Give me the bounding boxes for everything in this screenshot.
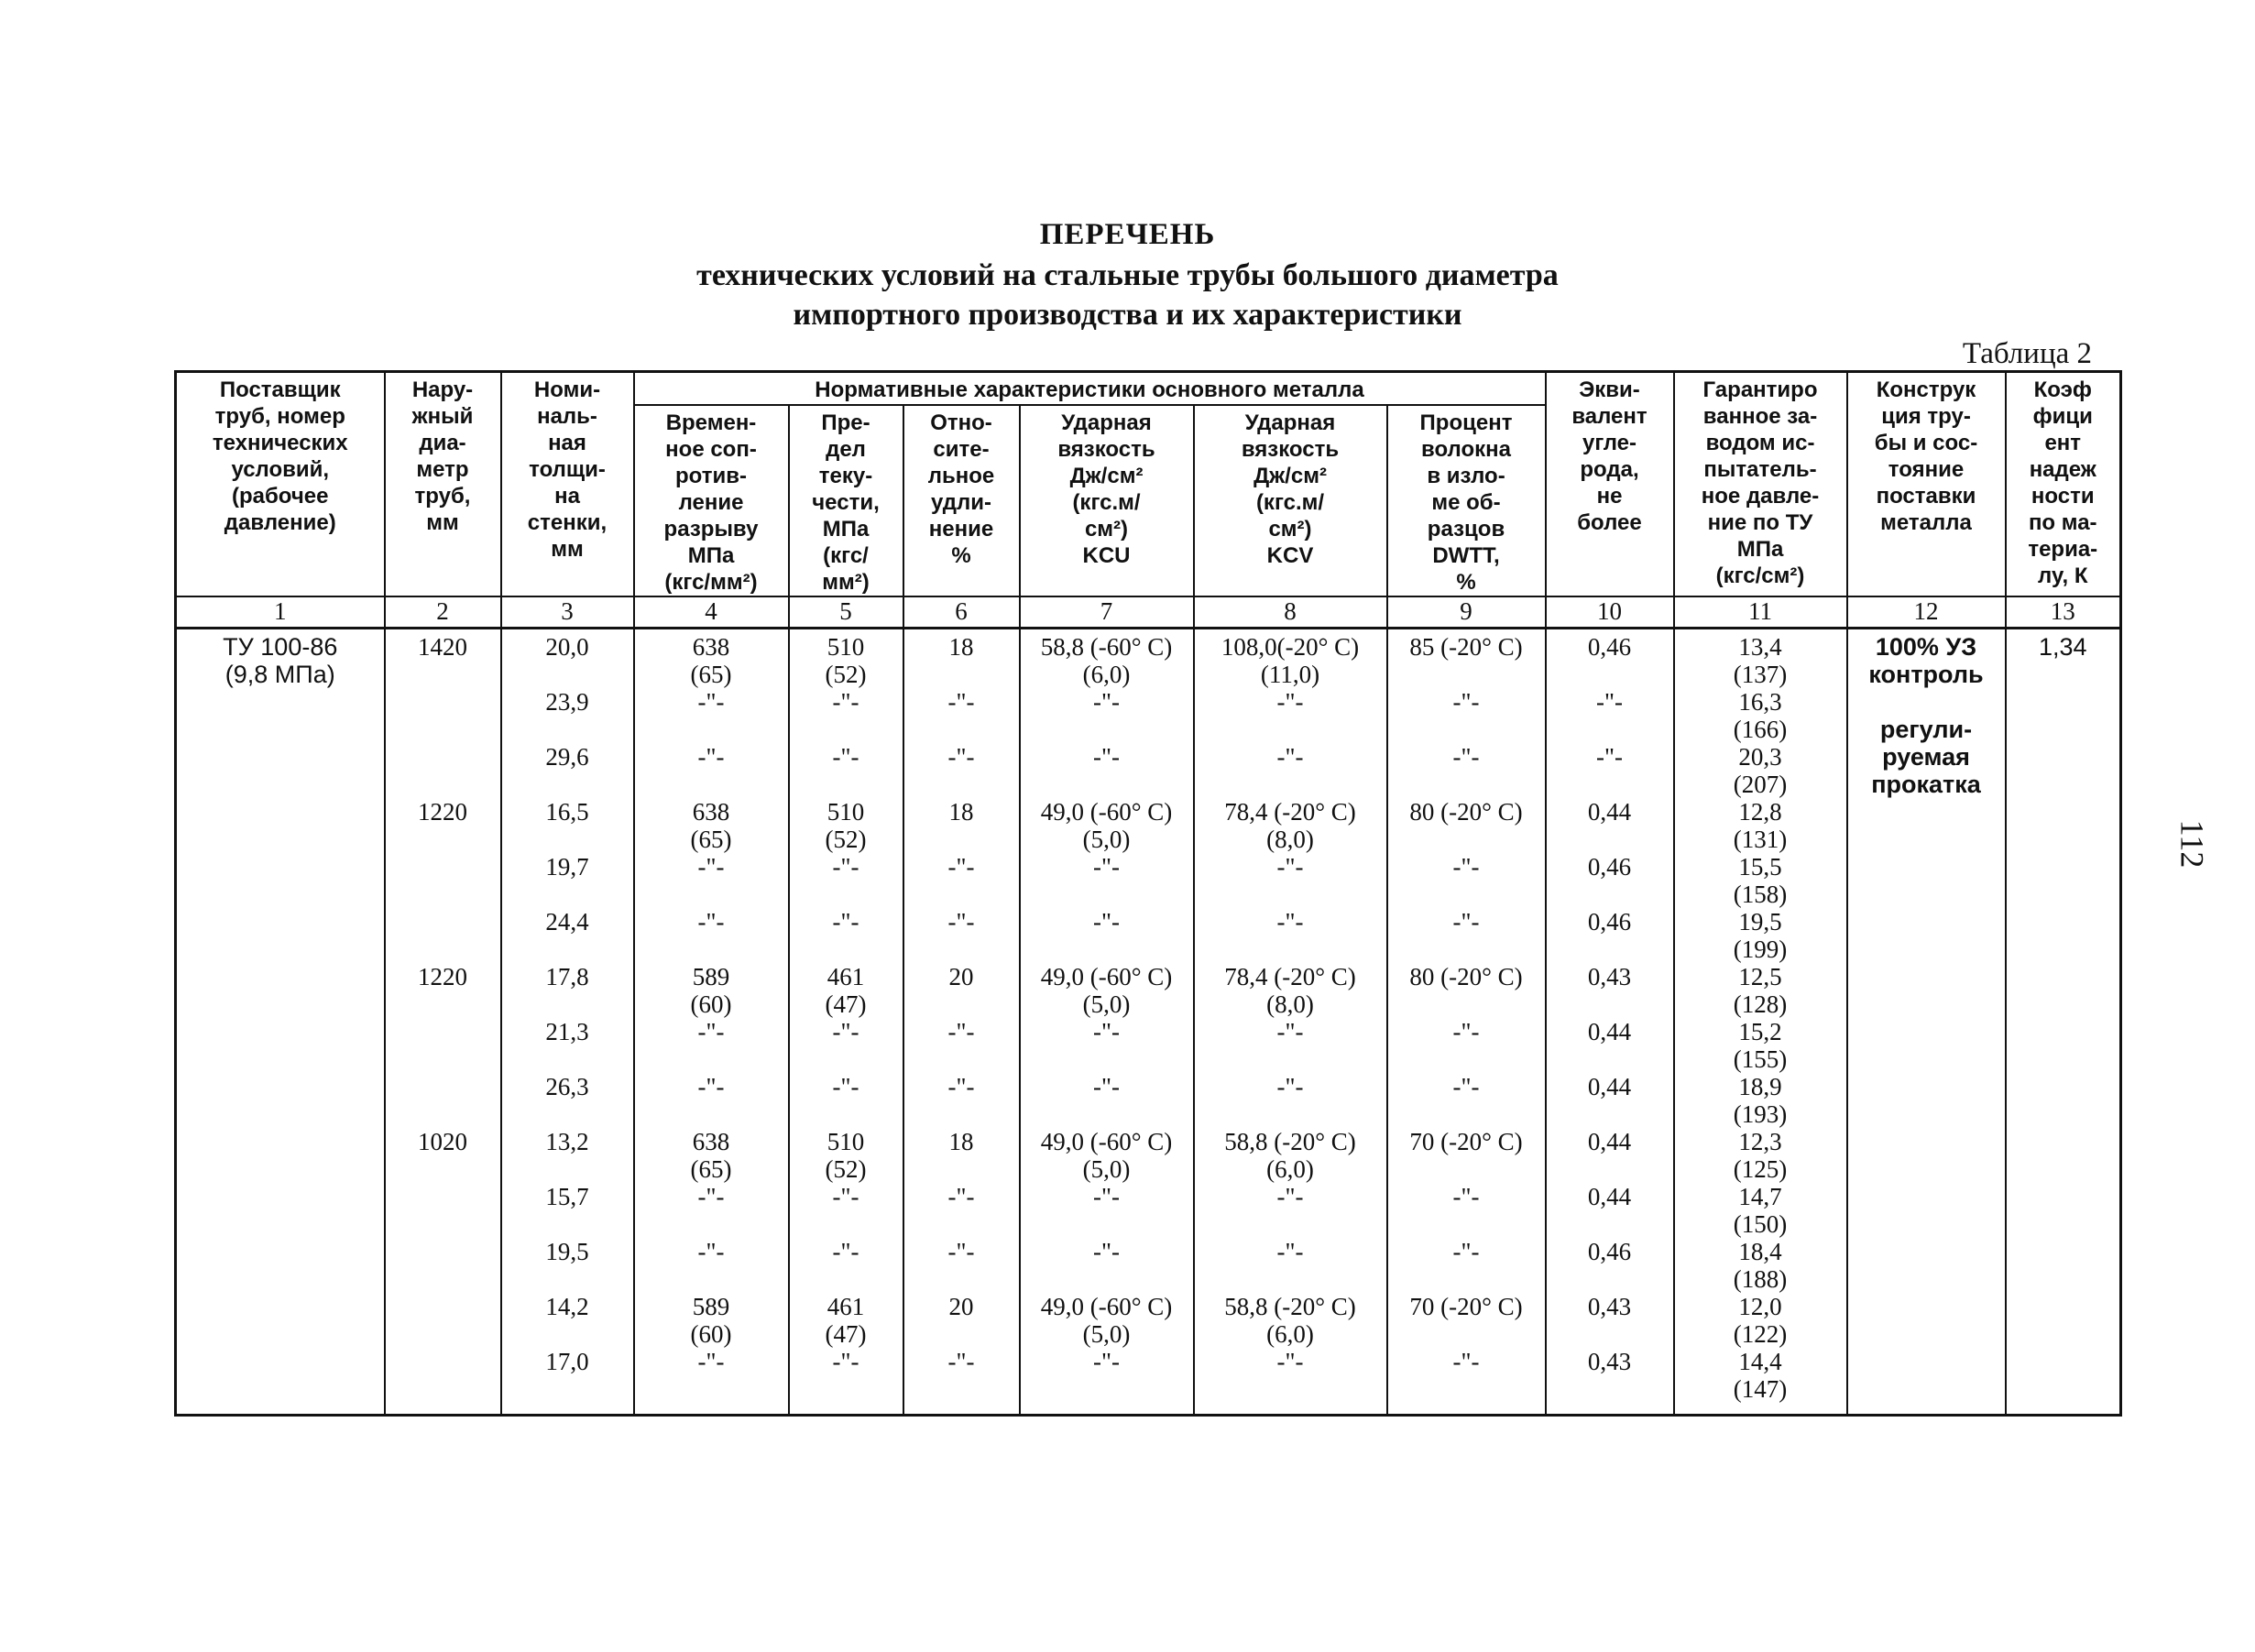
cell-line: -"- <box>1276 688 1304 716</box>
cell-line: (193) <box>1733 1100 1788 1128</box>
carbon-equivalent-cell: 0,46 <box>1546 1238 1674 1293</box>
impact-kcu-cell <box>1020 1128 1194 1183</box>
dwtt-cell: -"- <box>1387 688 1546 743</box>
table-row <box>176 1128 2121 1183</box>
yield-strength-cell <box>789 743 903 798</box>
cell-line: -"- <box>832 1183 859 1210</box>
document-subtitle-line-1: технических условий на стальные трубы большого диаметра <box>696 258 1559 292</box>
cell-line: (155) <box>1733 1045 1788 1073</box>
cell-line: (131) <box>1733 826 1788 853</box>
dwtt-cell: -"- <box>1387 853 1546 908</box>
cell-line: 14,4 <box>1738 1348 1782 1375</box>
yield-strength-cell <box>789 688 903 743</box>
table-row <box>176 1018 2121 1073</box>
cell-line: (47) <box>825 990 867 1018</box>
outer-diameter-cell: 1220 <box>385 963 501 1018</box>
table-row <box>176 629 2121 689</box>
dwtt-cell: -"- <box>1387 1238 1546 1293</box>
cell-line: 49,0 (-60° С) <box>1040 963 1173 990</box>
cell-line: 589 <box>692 963 730 990</box>
column-number: 5 <box>789 596 903 629</box>
carbon-equivalent-cell: 0,43 <box>1546 1348 1674 1416</box>
cell-line: 12,8 <box>1738 798 1782 826</box>
cell-line: 461 <box>826 963 865 990</box>
cell-line: 13,4 <box>1738 633 1782 661</box>
cell-line: (166) <box>1733 716 1788 743</box>
elongation-cell: -"- <box>903 688 1020 743</box>
table-row <box>176 853 2121 908</box>
impact-kcu-cell <box>1020 1018 1194 1073</box>
outer-diameter-cell: 1020 <box>385 1128 501 1183</box>
impact-kcv-cell <box>1194 798 1387 853</box>
test-pressure-cell <box>1674 743 1847 798</box>
impact-kcv-cell <box>1194 1073 1387 1128</box>
table-row <box>176 743 2121 798</box>
cell-line: 49,0 (-60° С) <box>1040 1128 1173 1155</box>
cell-line: 18,9 <box>1738 1073 1782 1100</box>
tensile-strength-cell <box>634 1183 789 1238</box>
outer-diameter-cell: 1420 <box>385 629 501 689</box>
wall-thickness-cell: 16,5 <box>501 798 634 853</box>
cell-line: -"- <box>697 1238 725 1265</box>
wall-thickness-cell: 26,3 <box>501 1073 634 1128</box>
impact-kcu-cell <box>1020 1348 1194 1416</box>
test-pressure-cell <box>1674 1293 1847 1348</box>
header-wall-thickness: Номи- наль- ная толщи- на стенки, мм <box>501 372 634 597</box>
cell-line: (6,0) <box>1266 1320 1314 1348</box>
cell-line: -"- <box>1092 1348 1120 1375</box>
test-pressure-cell <box>1674 1238 1847 1293</box>
column-number: 8 <box>1194 596 1387 629</box>
test-pressure-cell <box>1674 1128 1847 1183</box>
dwtt-cell: -"- <box>1387 1073 1546 1128</box>
wall-thickness-cell: 19,7 <box>501 853 634 908</box>
cell-line: 14,7 <box>1738 1183 1782 1210</box>
carbon-equivalent-cell: 0,44 <box>1546 1183 1674 1238</box>
carbon-equivalent-cell: 0,46 <box>1546 629 1674 689</box>
cell-line: 12,5 <box>1738 963 1782 990</box>
cell-line: -"- <box>832 688 859 716</box>
cell-line: -"- <box>697 1073 725 1100</box>
column-number: 9 <box>1387 596 1546 629</box>
wall-thickness-cell: 21,3 <box>501 1018 634 1073</box>
document-title: ПЕРЕЧЕНЬ <box>1039 218 1216 251</box>
dwtt-cell: 80 (-20° С) <box>1387 798 1546 853</box>
cell-line: -"- <box>1092 1073 1120 1100</box>
table-row <box>176 798 2121 853</box>
impact-kcu-cell <box>1020 629 1194 689</box>
elongation-cell: -"- <box>903 908 1020 963</box>
carbon-equivalent-cell: 0,44 <box>1546 1018 1674 1073</box>
elongation-cell: 20 <box>903 1293 1020 1348</box>
table-row <box>176 1183 2121 1238</box>
wall-thickness-cell: 17,8 <box>501 963 634 1018</box>
header-tensile-strength: Времен- ное соп- ротив- ление разрыву МПа (кгс/мм²) <box>634 405 789 596</box>
yield-strength-cell <box>789 1018 903 1073</box>
cell-line: 78,4 (-20° С) <box>1224 798 1356 826</box>
cell-line: -"- <box>1092 908 1120 935</box>
cell-line: 16,3 <box>1738 688 1782 716</box>
header-dwtt: Процент волокна в изло- ме об- разцов DWTT, % <box>1387 405 1546 596</box>
cell-line: (150) <box>1733 1210 1788 1238</box>
header-outer-diameter: Нару- жный диа- метр труб, мм <box>385 372 501 597</box>
cell-line: -"- <box>832 853 859 881</box>
header-supplier: Поставщик труб, номер технических условий, (рабочее давление) <box>176 372 385 597</box>
header-base-metal-group: Нормативные характеристики основного металла <box>634 372 1546 406</box>
outer-diameter-cell <box>385 688 501 743</box>
carbon-equivalent-cell: 0,44 <box>1546 1128 1674 1183</box>
impact-kcv-cell <box>1194 629 1387 689</box>
supplier-cell: ТУ 100-86 (9,8 МПа) <box>176 629 385 1416</box>
impact-kcu-cell <box>1020 1238 1194 1293</box>
cell-line: -"- <box>697 853 725 881</box>
construction-cell: 100% УЗ контроль регули- руемая прокатка <box>1847 629 2006 1416</box>
cell-line: (60) <box>690 1320 732 1348</box>
cell-line: (5,0) <box>1082 1155 1131 1183</box>
column-number: 4 <box>634 596 789 629</box>
column-number: 12 <box>1847 596 2006 629</box>
outer-diameter-cell <box>385 1183 501 1238</box>
column-number-row <box>176 596 2121 629</box>
dwtt-cell: -"- <box>1387 1018 1546 1073</box>
cell-line: (6,0) <box>1082 661 1131 688</box>
cell-line: 108,0(-20° С) <box>1221 633 1360 661</box>
elongation-cell: -"- <box>903 1238 1020 1293</box>
cell-line: 19,5 <box>1738 908 1782 935</box>
wall-thickness-cell: 23,9 <box>501 688 634 743</box>
yield-strength-cell <box>789 1073 903 1128</box>
wall-thickness-cell: 29,6 <box>501 743 634 798</box>
carbon-equivalent-cell: 0,43 <box>1546 1293 1674 1348</box>
header-elongation: Отно- сите- льное удли- нение % <box>903 405 1020 596</box>
tensile-strength-cell <box>634 1293 789 1348</box>
cell-line: (52) <box>825 661 867 688</box>
impact-kcv-cell <box>1194 963 1387 1018</box>
pipe-specs-table <box>174 370 2122 1417</box>
cell-line: (128) <box>1733 990 1788 1018</box>
header-impact-kcv: Ударная вязкость Дж/см² (кгс.м/ см²) KCV <box>1194 405 1387 596</box>
outer-diameter-cell <box>385 1238 501 1293</box>
cell-line: 589 <box>692 1293 730 1320</box>
column-number: 10 <box>1546 596 1674 629</box>
yield-strength-cell <box>789 1128 903 1183</box>
impact-kcv-cell <box>1194 1293 1387 1348</box>
outer-diameter-cell <box>385 1293 501 1348</box>
outer-diameter-cell <box>385 1073 501 1128</box>
cell-line: 12,0 <box>1738 1293 1782 1320</box>
impact-kcu-cell <box>1020 1183 1194 1238</box>
cell-line: -"- <box>832 1073 859 1100</box>
outer-diameter-cell <box>385 1348 501 1416</box>
cell-line: (5,0) <box>1082 826 1131 853</box>
impact-kcv-cell <box>1194 853 1387 908</box>
yield-strength-cell <box>789 798 903 853</box>
cell-line: (8,0) <box>1266 990 1314 1018</box>
cell-line: -"- <box>1276 1073 1304 1100</box>
cell-line: -"- <box>1276 908 1304 935</box>
table-row <box>176 963 2121 1018</box>
cell-line: (8,0) <box>1266 826 1314 853</box>
cell-line: (52) <box>825 826 867 853</box>
cell-line: 58,8 (-60° С) <box>1040 633 1173 661</box>
cell-line: (122) <box>1733 1320 1788 1348</box>
impact-kcu-cell <box>1020 963 1194 1018</box>
outer-diameter-cell <box>385 1018 501 1073</box>
cell-line: -"- <box>697 743 725 771</box>
cell-line: 15,5 <box>1738 853 1782 881</box>
elongation-cell: -"- <box>903 743 1020 798</box>
cell-line: (207) <box>1733 771 1788 798</box>
table-row <box>176 688 2121 743</box>
tensile-strength-cell <box>634 963 789 1018</box>
cell-line: (188) <box>1733 1265 1788 1293</box>
cell-line: 510 <box>826 1128 865 1155</box>
tensile-strength-cell <box>634 1018 789 1073</box>
cell-line: 18,4 <box>1738 1238 1782 1265</box>
wall-thickness-cell: 19,5 <box>501 1238 634 1293</box>
cell-line: (65) <box>690 1155 732 1183</box>
cell-line: 78,4 (-20° С) <box>1224 963 1356 990</box>
reliability-factor-cell: 1,34 <box>2006 629 2121 1416</box>
cell-line: -"- <box>1092 1018 1120 1045</box>
dwtt-cell: -"- <box>1387 908 1546 963</box>
impact-kcv-cell <box>1194 743 1387 798</box>
cell-line: -"- <box>1276 1238 1304 1265</box>
cell-line: -"- <box>1092 853 1120 881</box>
column-number: 6 <box>903 596 1020 629</box>
cell-line: -"- <box>832 908 859 935</box>
table-row <box>176 1238 2121 1293</box>
cell-line: (11,0) <box>1260 661 1320 688</box>
cell-line: (65) <box>690 826 732 853</box>
cell-line: (60) <box>690 990 732 1018</box>
yield-strength-cell <box>789 629 903 689</box>
cell-line: -"- <box>697 688 725 716</box>
cell-line: -"- <box>697 908 725 935</box>
impact-kcv-cell <box>1194 1238 1387 1293</box>
test-pressure-cell <box>1674 1073 1847 1128</box>
cell-line: 638 <box>692 1128 730 1155</box>
dwtt-cell: 80 (-20° С) <box>1387 963 1546 1018</box>
impact-kcv-cell <box>1194 1128 1387 1183</box>
cell-line: -"- <box>1276 1348 1304 1375</box>
yield-strength-cell <box>789 1183 903 1238</box>
outer-diameter-cell <box>385 743 501 798</box>
header-test-pressure: Гарантиро ванное за- водом ис- пытатель- ное давле- ние по ТУ МПа (кгс/см²) <box>1674 372 1847 597</box>
header-impact-kcu: Ударная вязкость Дж/см² (кгс.м/ см²) KCU <box>1020 405 1194 596</box>
cell-line: -"- <box>1092 1238 1120 1265</box>
yield-strength-cell <box>789 908 903 963</box>
header-carbon-equivalent: Экви- валент угле- рода, не более <box>1546 372 1674 597</box>
cell-line: -"- <box>697 1348 725 1375</box>
carbon-equivalent-cell: -"- <box>1546 743 1674 798</box>
wall-thickness-cell: 15,7 <box>501 1183 634 1238</box>
column-number: 7 <box>1020 596 1194 629</box>
header-yield-strength: Пре- дел теку- чести, МПа (кгс/ мм²) <box>789 405 903 596</box>
carbon-equivalent-cell: 0,46 <box>1546 908 1674 963</box>
cell-line: (5,0) <box>1082 1320 1131 1348</box>
wall-thickness-cell: 20,0 <box>501 629 634 689</box>
dwtt-cell: -"- <box>1387 1348 1546 1416</box>
column-number: 3 <box>501 596 634 629</box>
column-number: 1 <box>176 596 385 629</box>
cell-line: 15,2 <box>1738 1018 1782 1045</box>
outer-diameter-cell: 1220 <box>385 798 501 853</box>
cell-line: (52) <box>825 1155 867 1183</box>
table-row <box>176 1073 2121 1128</box>
elongation-cell: 18 <box>903 798 1020 853</box>
cell-line: -"- <box>1276 1018 1304 1045</box>
table-label: Таблица 2 <box>1962 337 2092 370</box>
test-pressure-cell <box>1674 629 1847 689</box>
cell-line: 510 <box>826 798 865 826</box>
test-pressure-cell <box>1674 853 1847 908</box>
dwtt-cell: 70 (-20° С) <box>1387 1293 1546 1348</box>
outer-diameter-cell <box>385 853 501 908</box>
test-pressure-cell <box>1674 688 1847 743</box>
cell-line: 58,8 (-20° С) <box>1224 1293 1356 1320</box>
test-pressure-cell <box>1674 1183 1847 1238</box>
carbon-equivalent-cell: 0,46 <box>1546 853 1674 908</box>
impact-kcu-cell <box>1020 853 1194 908</box>
test-pressure-cell <box>1674 1018 1847 1073</box>
cell-line: (158) <box>1733 881 1788 908</box>
elongation-cell: -"- <box>903 1183 1020 1238</box>
cell-line: 638 <box>692 633 730 661</box>
document-subtitle-line-2: импортного производства и их характеристики <box>793 298 1462 332</box>
column-number: 11 <box>1674 596 1847 629</box>
yield-strength-cell <box>789 1348 903 1416</box>
impact-kcv-cell <box>1194 688 1387 743</box>
tensile-strength-cell <box>634 743 789 798</box>
wall-thickness-cell: 13,2 <box>501 1128 634 1183</box>
cell-line: 20,3 <box>1738 743 1782 771</box>
cell-line: (199) <box>1733 935 1788 963</box>
cell-line: 461 <box>826 1293 865 1320</box>
impact-kcu-cell <box>1020 908 1194 963</box>
impact-kcv-cell <box>1194 908 1387 963</box>
cell-line: -"- <box>832 1238 859 1265</box>
carbon-equivalent-cell: 0,43 <box>1546 963 1674 1018</box>
cell-line: -"- <box>832 1348 859 1375</box>
impact-kcv-cell <box>1194 1348 1387 1416</box>
carbon-equivalent-cell: 0,44 <box>1546 1073 1674 1128</box>
elongation-cell: -"- <box>903 853 1020 908</box>
elongation-cell: 20 <box>903 963 1020 1018</box>
cell-line: -"- <box>1276 743 1304 771</box>
yield-strength-cell <box>789 963 903 1018</box>
yield-strength-cell <box>789 853 903 908</box>
impact-kcu-cell <box>1020 688 1194 743</box>
yield-strength-cell <box>789 1238 903 1293</box>
impact-kcu-cell <box>1020 743 1194 798</box>
cell-line: -"- <box>1092 688 1120 716</box>
tensile-strength-cell <box>634 1238 789 1293</box>
cell-line: (6,0) <box>1266 1155 1314 1183</box>
carbon-equivalent-cell: 0,44 <box>1546 798 1674 853</box>
page-number: 112 <box>2173 819 2211 869</box>
test-pressure-cell <box>1674 963 1847 1018</box>
impact-kcv-cell <box>1194 1183 1387 1238</box>
cell-line: (47) <box>825 1320 867 1348</box>
column-number: 13 <box>2006 596 2121 629</box>
dwtt-cell: 85 (-20° С) <box>1387 629 1546 689</box>
cell-line: (147) <box>1733 1375 1788 1403</box>
cell-line: (125) <box>1733 1155 1788 1183</box>
elongation-cell: 18 <box>903 629 1020 689</box>
elongation-cell: 18 <box>903 1128 1020 1183</box>
tensile-strength-cell <box>634 1348 789 1416</box>
tensile-strength-cell <box>634 1073 789 1128</box>
tensile-strength-cell <box>634 1128 789 1183</box>
dwtt-cell: -"- <box>1387 743 1546 798</box>
impact-kcu-cell <box>1020 798 1194 853</box>
wall-thickness-cell: 24,4 <box>501 908 634 963</box>
cell-line: -"- <box>1276 853 1304 881</box>
elongation-cell: -"- <box>903 1073 1020 1128</box>
cell-line: (65) <box>690 661 732 688</box>
cell-line: -"- <box>697 1183 725 1210</box>
cell-line: (5,0) <box>1082 990 1131 1018</box>
column-number: 2 <box>385 596 501 629</box>
wall-thickness-cell: 14,2 <box>501 1293 634 1348</box>
cell-line: -"- <box>1092 1183 1120 1210</box>
table-row <box>176 908 2121 963</box>
test-pressure-cell <box>1674 798 1847 853</box>
cell-line: -"- <box>1092 743 1120 771</box>
tensile-strength-cell <box>634 629 789 689</box>
tensile-strength-cell <box>634 688 789 743</box>
cell-line: 638 <box>692 798 730 826</box>
dwtt-cell: -"- <box>1387 1183 1546 1238</box>
tensile-strength-cell <box>634 798 789 853</box>
yield-strength-cell <box>789 1293 903 1348</box>
cell-line: 49,0 (-60° С) <box>1040 1293 1173 1320</box>
cell-line: 49,0 (-60° С) <box>1040 798 1173 826</box>
impact-kcu-cell <box>1020 1293 1194 1348</box>
wall-thickness-cell: 17,0 <box>501 1348 634 1416</box>
cell-line: 58,8 (-20° С) <box>1224 1128 1356 1155</box>
cell-line: -"- <box>832 1018 859 1045</box>
table-row <box>176 1348 2121 1416</box>
elongation-cell: -"- <box>903 1018 1020 1073</box>
dwtt-cell: 70 (-20° С) <box>1387 1128 1546 1183</box>
header-reliability-factor: Коэф фици ент надеж ности по ма- териа- лу, К <box>2006 372 2121 597</box>
cell-line: -"- <box>697 1018 725 1045</box>
cell-line: -"- <box>832 743 859 771</box>
table-row <box>176 1293 2121 1348</box>
carbon-equivalent-cell: -"- <box>1546 688 1674 743</box>
cell-line: 510 <box>826 633 865 661</box>
header-construction: Конструк ция тру- бы и сос- тояние поставки металла <box>1847 372 2006 597</box>
test-pressure-cell <box>1674 908 1847 963</box>
cell-line: (137) <box>1733 661 1788 688</box>
impact-kcu-cell <box>1020 1073 1194 1128</box>
outer-diameter-cell <box>385 908 501 963</box>
impact-kcv-cell <box>1194 1018 1387 1073</box>
elongation-cell: -"- <box>903 1348 1020 1416</box>
cell-line: -"- <box>1276 1183 1304 1210</box>
cell-line: 12,3 <box>1738 1128 1782 1155</box>
tensile-strength-cell <box>634 908 789 963</box>
tensile-strength-cell <box>634 853 789 908</box>
test-pressure-cell <box>1674 1348 1847 1416</box>
